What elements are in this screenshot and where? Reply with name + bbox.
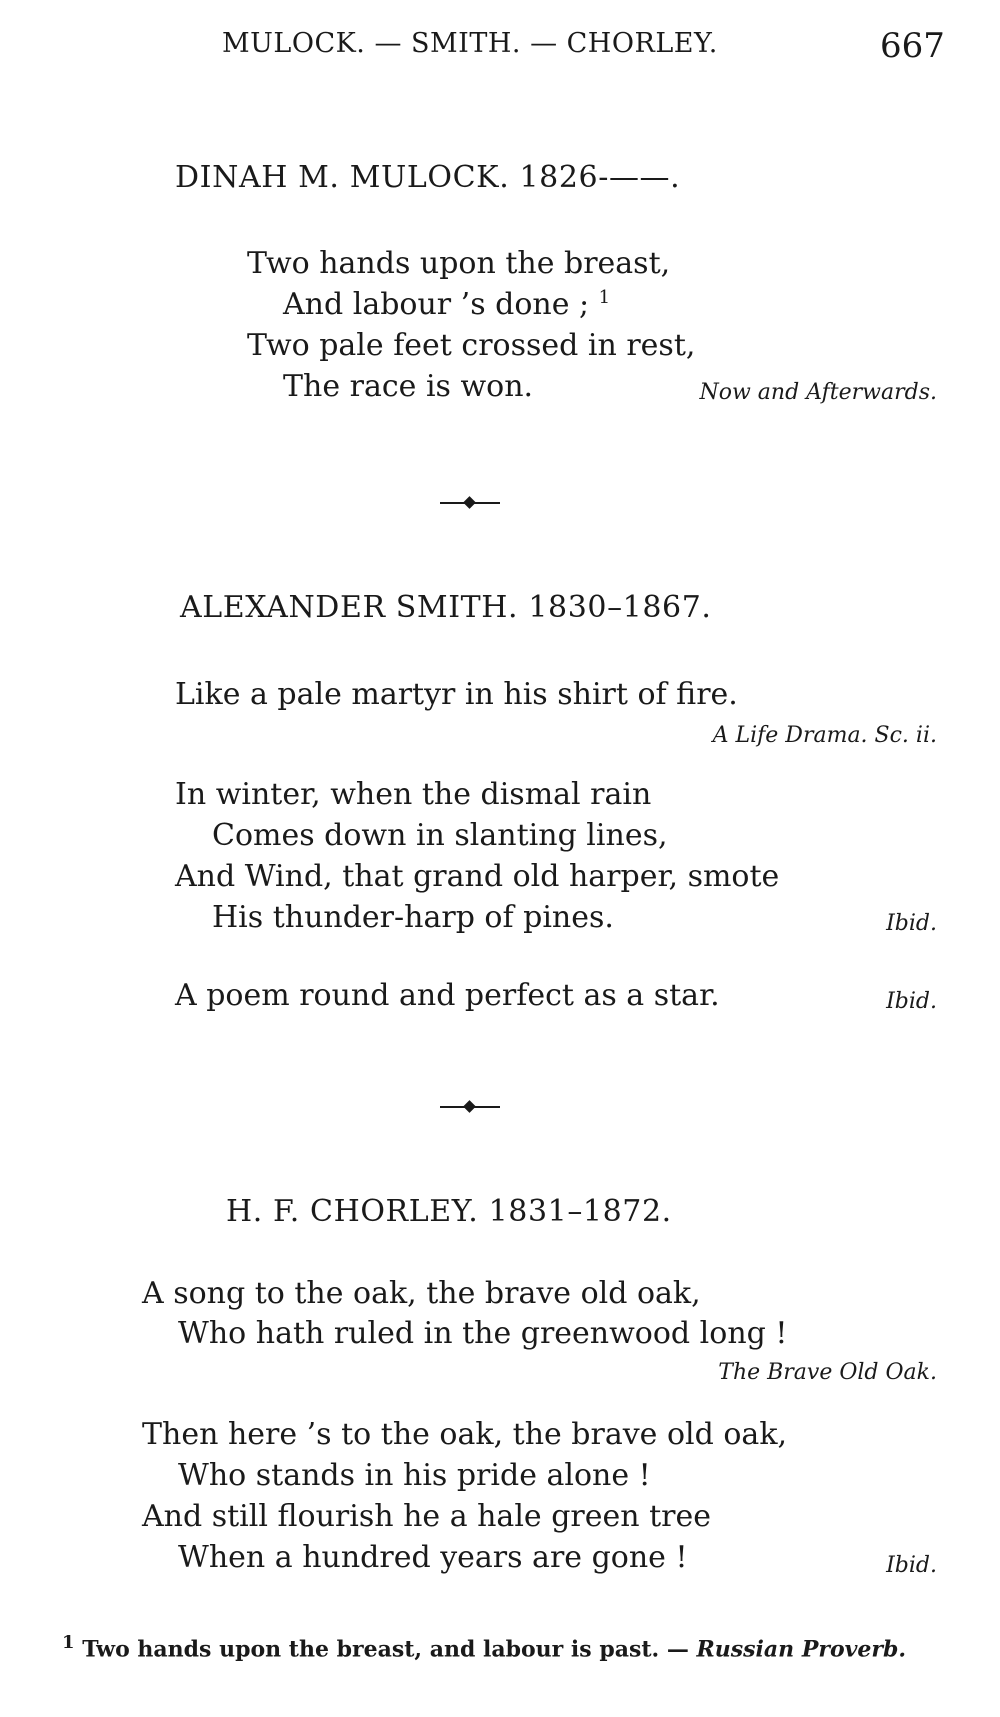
author-heading-chorley: H. F. CHORLEY. 1831–1872. xyxy=(226,1194,672,1229)
verse-line: Then here ’s to the oak, the brave old oak, xyxy=(142,1417,788,1452)
verse-line: A poem round and perfect as a star. xyxy=(175,978,720,1013)
verse-line: A song to the oak, the brave old oak, xyxy=(142,1276,701,1311)
page-number: 667 xyxy=(880,26,945,66)
quote-source: The Brave Old Oak. xyxy=(718,1360,937,1385)
verse-line: Like a pale martyr in his shirt of fire. xyxy=(175,677,738,712)
quote-source: Ibid. xyxy=(886,989,937,1014)
verse-line: The race is won. xyxy=(283,369,534,404)
section-divider-ornament xyxy=(440,496,500,510)
footnote xyxy=(62,1632,906,1662)
quote-source: A Life Drama. Sc. ii. xyxy=(712,723,937,748)
author-heading-smith: ALEXANDER SMITH. 1830–1867. xyxy=(180,590,712,625)
author-heading-mulock: DINAH M. MULOCK. 1826-——. xyxy=(175,160,681,195)
running-title: MULOCK. — SMITH. — CHORLEY. xyxy=(222,28,718,59)
verse-line: His thunder-harp of pines. xyxy=(212,900,614,935)
footnote-reference: 1 xyxy=(598,287,611,308)
verse-line: Who hath ruled in the greenwood long ! xyxy=(178,1316,788,1351)
section-divider-ornament xyxy=(440,1100,500,1114)
verse-line: Comes down in slanting lines, xyxy=(212,818,668,853)
verse-line: When a hundred years are gone ! xyxy=(178,1540,688,1575)
verse-line: And Wind, that grand old harper, smote xyxy=(175,859,780,894)
verse-line: Two pale feet crossed in rest, xyxy=(247,328,696,363)
verse-line: In winter, when the dismal rain xyxy=(175,777,652,812)
verse-line: And still flourish he a hale green tree xyxy=(142,1499,712,1534)
footnote-mark: 1 xyxy=(62,1632,75,1653)
verse-line: And labour ’s done ; $^1$ xyxy=(283,287,611,322)
quote-source: Ibid. xyxy=(886,911,937,936)
footnote-source: Russian Proverb. xyxy=(696,1636,907,1663)
verse-line: Two hands upon the breast, xyxy=(247,246,671,281)
verse-line: Who stands in his pride alone ! xyxy=(178,1458,651,1493)
footnote-text: Two hands upon the breast, and labour is past. — xyxy=(82,1636,689,1663)
quote-source: Now and Afterwards. xyxy=(699,380,937,405)
quote-source: Ibid. xyxy=(886,1553,937,1578)
